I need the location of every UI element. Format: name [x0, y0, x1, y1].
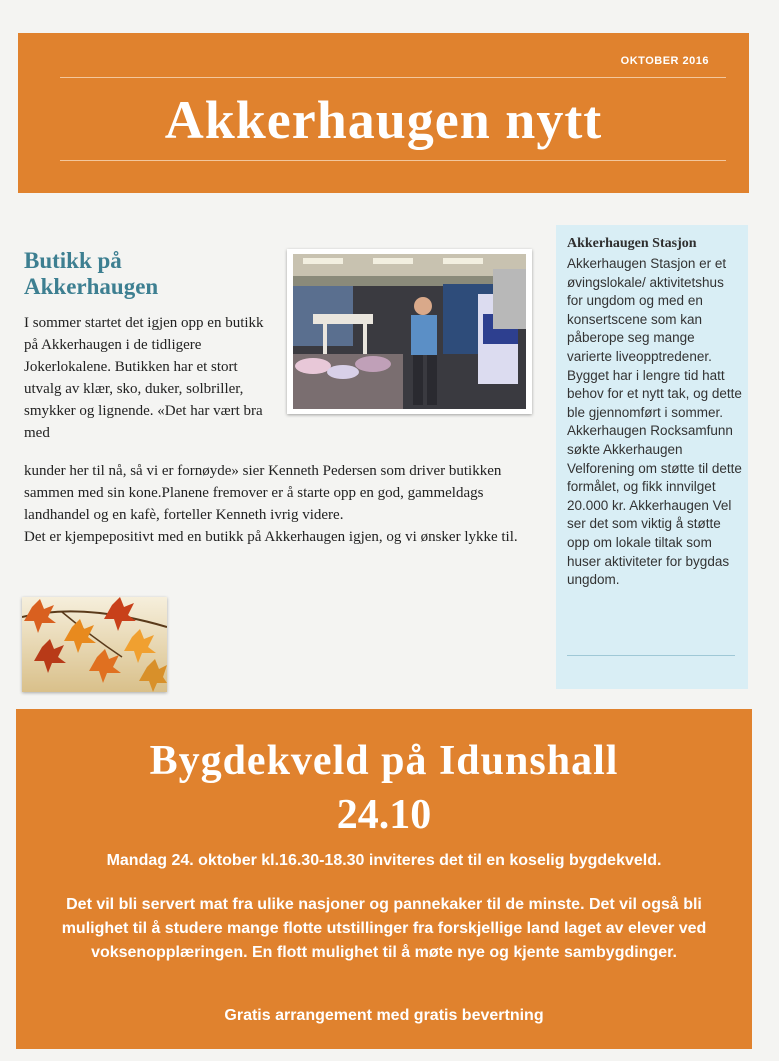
masthead: [18, 33, 749, 193]
autumn-leaves-image: [22, 597, 167, 692]
sidebar-box: [556, 225, 748, 689]
event-date: 24.10: [336, 792, 432, 838]
event-title: Bygdekveld på Idunshall: [149, 738, 619, 784]
sidebar-text: Akkerhaugen Stasjon er et øvingslokale/ aktivitetshus for ungdom og med en konsertscene som kan påberope seg mange varierte liveopptredener. Bygget har i lengre tid hatt behov for et nytt tak, og dette ble gjennomført i sommer. Akkerhaugen Rocksamfunn søkte Akkerhaugen Velforening om støtte til dette formålet, og fikk innvilget 20.000 kr. Akkerhaugen Vel ser det som viktig å støtte opp om lokale tiltak som huser aktiviteter for bygdas ungdom.: [567, 256, 742, 588]
article-paragraph-quote: kunder her til nå, så vi er fornøyde» sier Kenneth Pedersen som driver butikken sammen med sin kone.Planene fremover er å starte opp en god, gammeldags landhandel og en kafè, forteller Kenneth ivrig videre.: [24, 463, 502, 523]
event-banner: [16, 709, 752, 1049]
masthead-top-rule: [60, 77, 726, 78]
sidebar-rule: [567, 655, 735, 656]
event-lead: Mandag 24. oktober kl.16.30-18.30 inviteres det til en koselig bygdekveld.: [106, 852, 662, 869]
article-body-intro: I sommer startet det igjen opp en butikk på Akkerhaugen i de tidligere Jokerlokalene. Butikken har et stort utvalg av klær, sko, duker, solbriller, smykker og lignende. «Det har vært bra med: [24, 315, 264, 441]
maple-leaves-icon: [22, 597, 167, 692]
event-footer-note: Gratis arrangement med gratis bevertning: [224, 1007, 544, 1024]
newsletter-title: Akkerhaugen nytt: [164, 90, 603, 150]
shop-photo: [287, 249, 532, 414]
masthead-bottom-rule: [60, 160, 726, 161]
shop-interior-image: [293, 254, 526, 409]
article-paragraph-closing: Det er kjempepositivt med en butikk på Akkerhaugen igjen, og vi ønsker lykke til.: [24, 529, 518, 545]
article-heading: Butikk på Akkerhaugen: [24, 248, 159, 299]
event-description: Det vil bli servert mat fra ulike nasjoner og pannekaker til de minste. Det vil også bli mulighet til å studere mange flotte utstillinger fra forskjellige land laget av elever ved voksenopplæringen. En flott mulighet til å møte nye og kjente sambygdinger.: [61, 896, 707, 961]
issue-date: OKTOBER 2016: [620, 55, 709, 67]
sidebar-title: Akkerhaugen Stasjon: [567, 236, 697, 251]
article-body-continued: [24, 460, 544, 548]
